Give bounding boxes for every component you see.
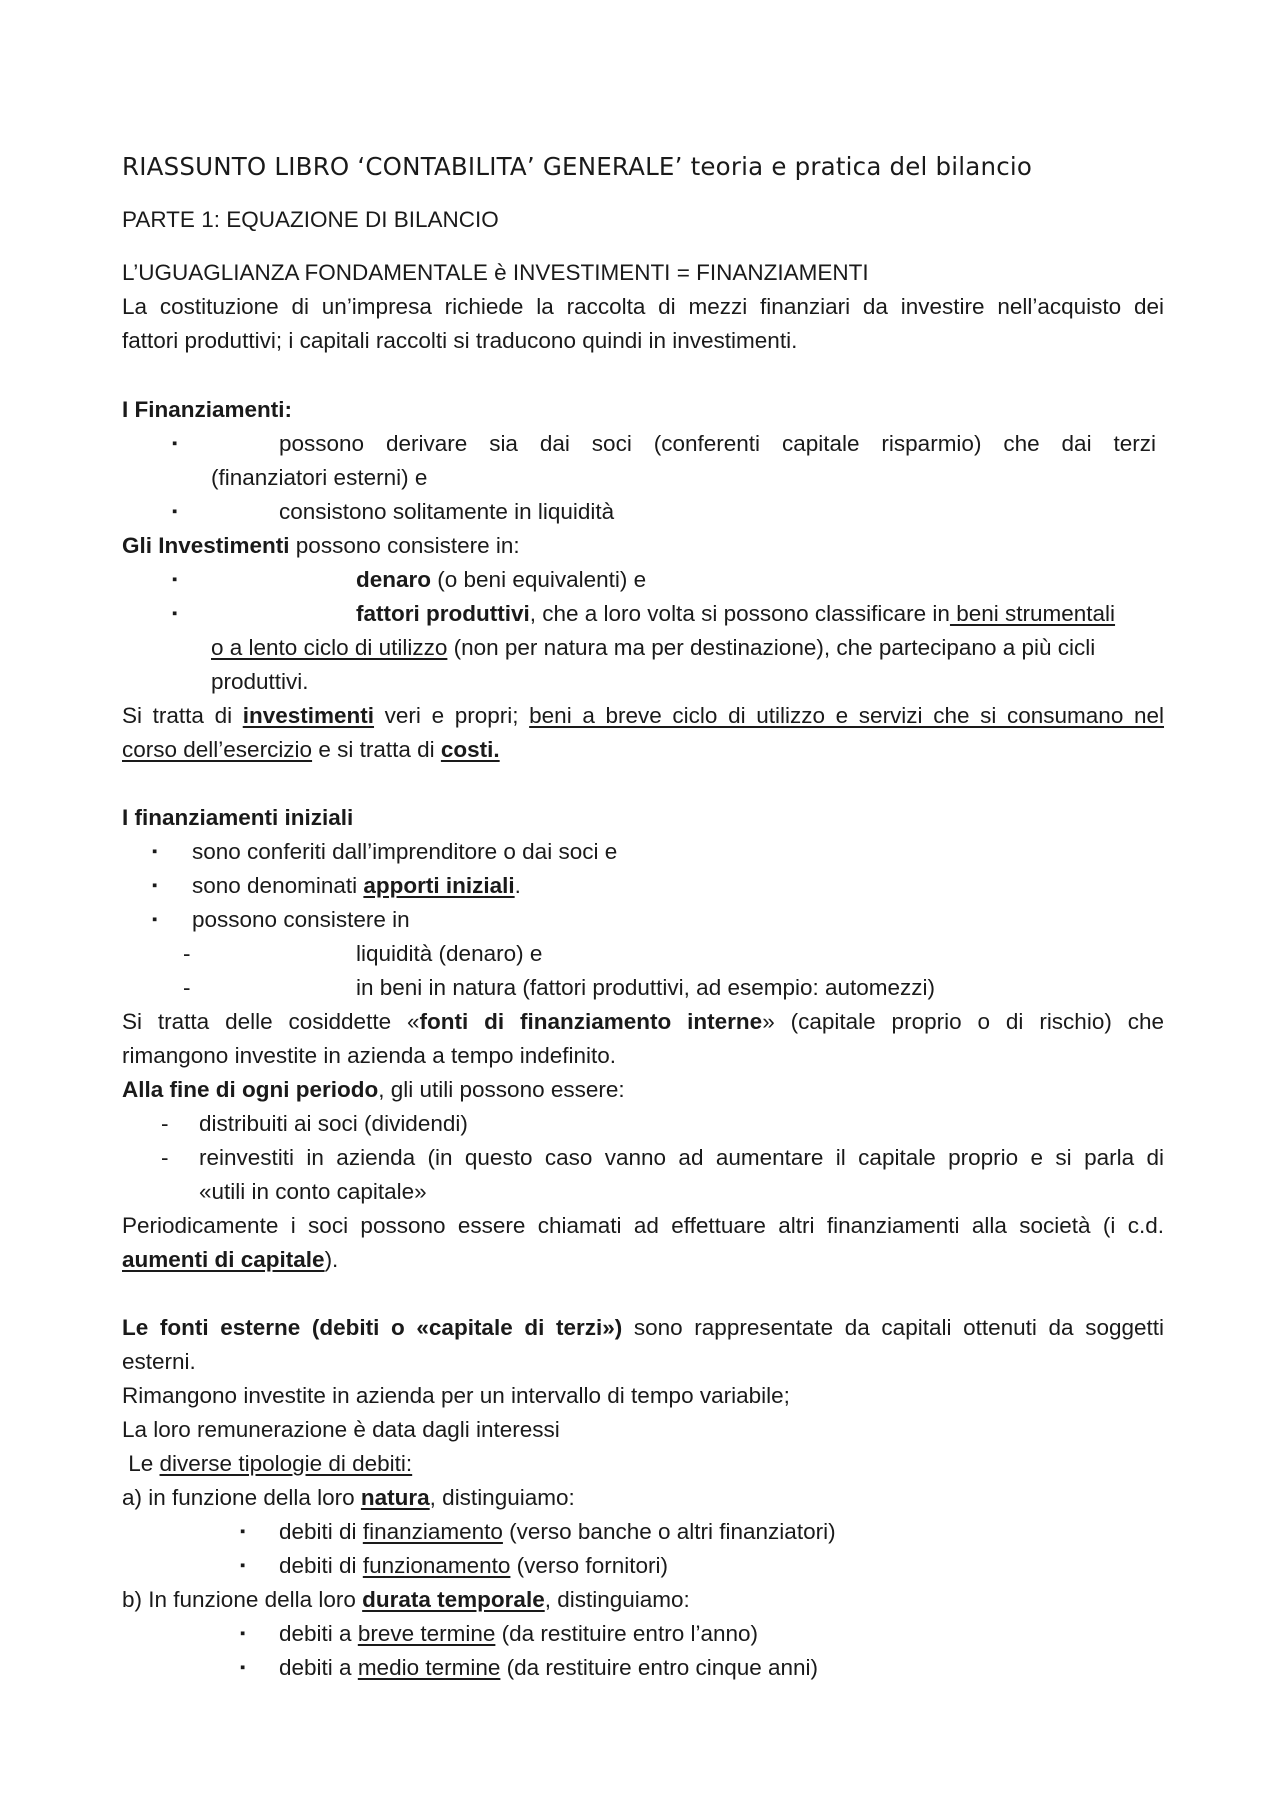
finanziamenti-bullet-1: possono derivare sia dai soci (conferenti capitale risparmio) che dai terzi [279, 431, 1156, 456]
dash-icon: - [183, 941, 191, 966]
fine-periodo-heading: Alla fine di ogni periodo, gli utili possono essere: [122, 1077, 625, 1102]
si-tratta-line-2: corso dell’esercizio e si tratta di costi. [122, 737, 500, 762]
bullet-icon: ▪ [240, 1557, 246, 1574]
natura-bullet-2: debiti di funzionamento (verso fornitori) [279, 1553, 668, 1578]
dash-icon: - [161, 1145, 169, 1170]
fonti-esterne-line-3: Rimangono investite in azienda per un intervallo di tempo variabile; [122, 1383, 790, 1408]
periodicamente-line-1: Periodicamente i soci possono essere chiamati ad effettuare altri finanziamenti alla società (i c.d. [122, 1213, 1164, 1238]
bullet-icon: ▪ [240, 1523, 246, 1540]
durata-line: b) In funzione della loro durata temporale, distinguiamo: [122, 1587, 690, 1612]
iniziali-bullet-1: sono conferiti dall’imprenditore o dai soci e [192, 839, 618, 864]
bullet-icon: ▪ [172, 503, 178, 520]
natura-bullet-1: debiti di finanziamento (verso banche o altri finanziatori) [279, 1519, 836, 1544]
fonti-interne-line-2: rimangono investite in azienda a tempo indefinito. [122, 1043, 617, 1068]
fonti-esterne-line-1: Le fonti esterne (debiti o «capitale di terzi») sono rappresentate da capitali ottenuti da soggetti [122, 1315, 1164, 1340]
investimenti-bullet-2-cont-2: produttivi. [211, 669, 309, 694]
fine-periodo-dash-2-cont: «utili in conto capitale» [199, 1179, 427, 1204]
document-title: RIASSUNTO LIBRO ‘CONTABILITA’ GENERALE’ teoria e pratica del bilancio [122, 152, 1033, 181]
investimenti-bullet-2: fattori produttivi, che a loro volta si possono classificare in beni strumentali [356, 601, 1116, 626]
dash-icon: - [183, 975, 191, 1000]
finanziamenti-heading: I Finanziamenti: [122, 397, 293, 422]
iniziali-bullet-3: possono consistere in [192, 907, 410, 932]
bullet-icon: ▪ [172, 435, 178, 452]
bullet-icon: ▪ [172, 605, 178, 622]
intro-line-2: fattori produttivi; i capitali raccolti si traducono quindi in investimenti. [122, 328, 798, 353]
fonti-esterne-line-4: La loro remunerazione è data dagli interessi [122, 1417, 560, 1442]
finanziamenti-bullet-1-cont: (finanziatori esterni) e [211, 465, 428, 490]
fine-periodo-dash-2: reinvestiti in azienda (in questo caso vanno ad aumentare il capitale proprio e si parla di [199, 1145, 1164, 1170]
investimenti-heading: Gli Investimenti possono consistere in: [122, 533, 520, 558]
iniziali-dash-2: in beni in natura (fattori produttivi, ad esempio: automezzi) [356, 975, 936, 1000]
fonti-esterne-line-2: esterni. [122, 1349, 196, 1374]
iniziali-dash-1: liquidità (denaro) e [356, 941, 543, 966]
bullet-icon: ▪ [152, 877, 158, 894]
intro-line-1: La costituzione di un’impresa richiede la raccolta di mezzi finanziari da investire nell’acquisto dei [122, 294, 1164, 319]
natura-line: a) in funzione della loro natura, distinguiamo: [122, 1485, 575, 1510]
periodicamente-line-2: aumenti di capitale). [122, 1247, 339, 1272]
bullet-icon: ▪ [152, 843, 158, 860]
part-heading: PARTE 1: EQUAZIONE DI BILANCIO [122, 207, 499, 232]
bullet-icon: ▪ [152, 911, 158, 928]
durata-bullet-2: debiti a medio termine (da restituire entro cinque anni) [279, 1655, 819, 1680]
dash-icon: - [161, 1111, 169, 1136]
investimenti-bullet-1: denaro (o beni equivalenti) e [356, 567, 647, 592]
investimenti-bullet-2-cont: o a lento ciclo di utilizzo (non per natura ma per destinazione), che partecipano a più cicli [211, 635, 1096, 660]
iniziali-heading: I finanziamenti iniziali [122, 805, 354, 830]
fonti-interne-line-1: Si tratta delle cosiddette «fonti di finanziamento interne» (capitale proprio o di rischio) che [122, 1009, 1165, 1034]
si-tratta-line-1: Si tratta di investimenti veri e propri; beni a breve ciclo di utilizzo e servizi che si consumano nel [122, 703, 1165, 728]
fine-periodo-dash-1: distribuiti ai soci (dividendi) [199, 1111, 468, 1136]
iniziali-bullet-2: sono denominati apporti iniziali. [192, 873, 521, 898]
bullet-icon: ▪ [240, 1659, 246, 1676]
equation-line: L’UGUAGLIANZA FONDAMENTALE è INVESTIMENTI = FINANZIAMENTI [122, 260, 869, 285]
tipologie-line: Le diverse tipologie di debiti: [122, 1451, 413, 1476]
bullet-icon: ▪ [172, 571, 178, 588]
finanziamenti-bullet-2: consistono solitamente in liquidità [279, 499, 615, 524]
durata-bullet-1: debiti a breve termine (da restituire entro l’anno) [279, 1621, 759, 1646]
bullet-icon: ▪ [240, 1625, 246, 1642]
